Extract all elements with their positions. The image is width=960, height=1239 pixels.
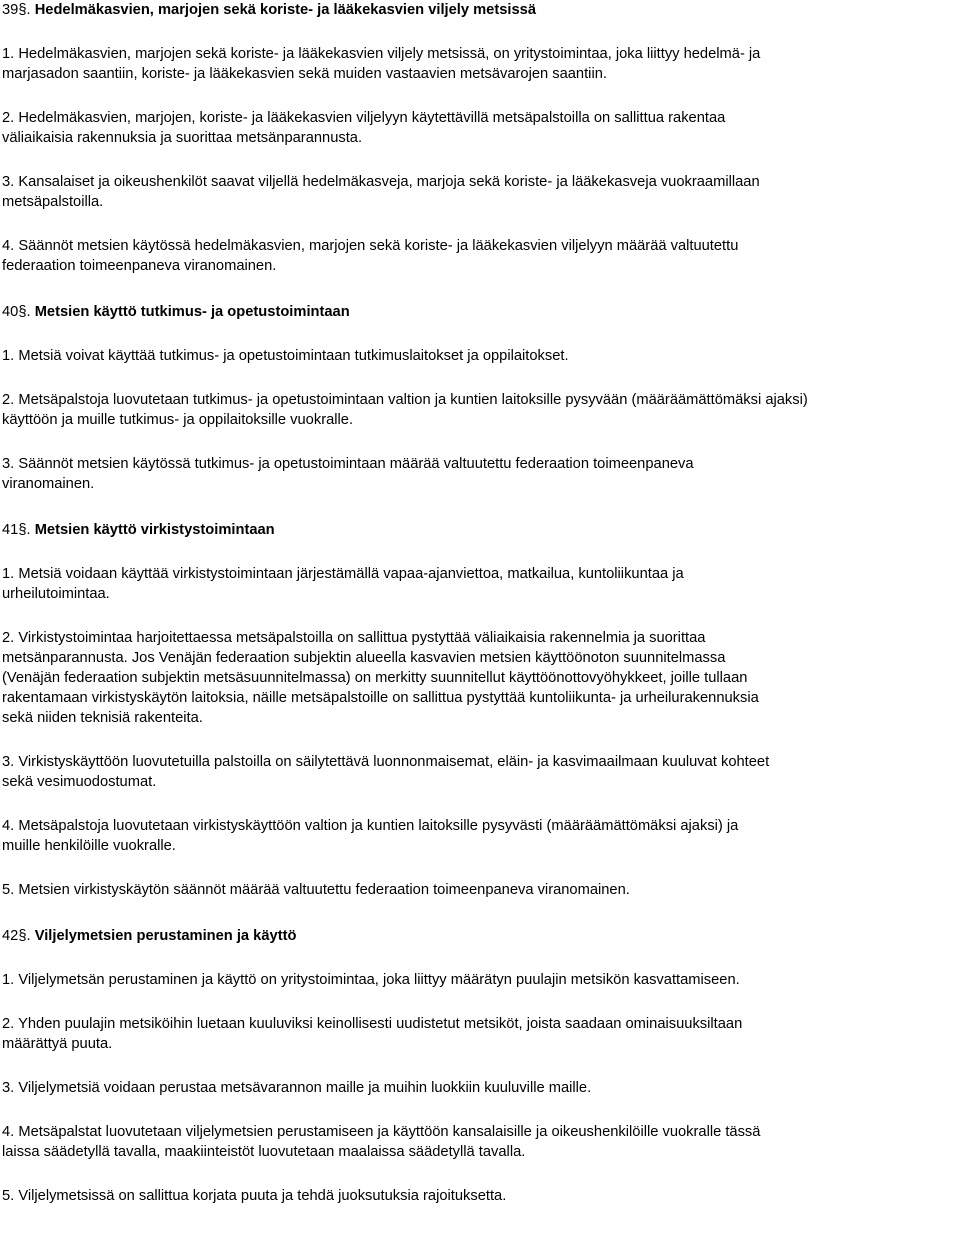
paragraph-line: 1. Viljelymetsän perustaminen ja käyttö on yritystoimintaa, joka liittyy määrätyn puulajin metsikön kasvattamiseen. bbox=[2, 972, 740, 988]
spacer bbox=[2, 148, 956, 172]
section-39 bbox=[2, 0, 956, 302]
section-title: Metsien käyttö virkistystoimintaan bbox=[34, 522, 275, 538]
paragraph-line: käyttöön ja muille tutkimus- ja oppilaitoksille vuokralle. bbox=[2, 412, 354, 428]
section-symbol: §. bbox=[18, 304, 31, 320]
spacer bbox=[2, 946, 956, 970]
section-symbol: §. bbox=[18, 2, 31, 18]
spacer bbox=[2, 430, 956, 454]
paragraph-3 bbox=[2, 752, 956, 792]
paragraph-1 bbox=[2, 970, 956, 990]
paragraph-5 bbox=[2, 880, 956, 900]
paragraph-line: 1. Metsiä voidaan käyttää virkistystoimintaan järjestämällä vapaa-ajanviettoa, matkailua, kuntoliikuntaa ja bbox=[2, 566, 684, 582]
paragraph-5 bbox=[2, 1186, 956, 1206]
section-symbol: §. bbox=[18, 522, 31, 538]
spacer bbox=[2, 1162, 956, 1186]
paragraph-line: määrättyä puuta. bbox=[2, 1036, 113, 1052]
paragraph-line: metsäpalstoilla. bbox=[2, 194, 104, 210]
section-number: 42 bbox=[2, 928, 19, 944]
paragraph-1 bbox=[2, 564, 956, 604]
paragraph-line: 4. Säännöt metsien käytössä hedelmäkasvien, marjojen sekä koriste- ja lääkekasvien viljelyyn määrää valtuutettu bbox=[2, 238, 739, 254]
paragraph-line: 2. Metsäpalstoja luovutetaan tutkimus- ja opetustoimintaan valtion ja kuntien laitoksille pysyvään (määräämättömäksi ajaksi) bbox=[2, 392, 808, 408]
paragraph-1 bbox=[2, 346, 956, 366]
spacer bbox=[2, 856, 956, 880]
spacer bbox=[2, 1098, 956, 1122]
paragraph-line: 5. Metsien virkistyskäytön säännöt määrää valtuutettu federaation toimeenpaneva viranomainen. bbox=[2, 882, 630, 898]
paragraph-4 bbox=[2, 1122, 956, 1162]
spacer bbox=[2, 84, 956, 108]
section-41 bbox=[2, 520, 956, 926]
paragraph-line: 4. Metsäpalstoja luovutetaan virkistyskäyttöön valtion ja kuntien laitoksille pysyvästi (määräämättömäksi ajaksi) ja bbox=[2, 818, 739, 834]
paragraph-line: 3. Säännöt metsien käytössä tutkimus- ja opetustoimintaan määrää valtuutettu federaation toimeenpaneva bbox=[2, 456, 694, 472]
section-title: Metsien käyttö tutkimus- ja opetustoimintaan bbox=[34, 304, 350, 320]
spacer bbox=[2, 540, 956, 564]
paragraph-2 bbox=[2, 1014, 956, 1054]
paragraph-line: väliaikaisia rakennuksia ja suorittaa metsänparannusta. bbox=[2, 130, 363, 146]
section-title: Viljelymetsien perustaminen ja käyttö bbox=[34, 928, 297, 944]
spacer bbox=[2, 990, 956, 1014]
paragraph-2 bbox=[2, 628, 956, 728]
paragraph-line: urheilutoimintaa. bbox=[2, 586, 110, 602]
paragraph-line: (Venäjän federaation subjektin metsäsuunnitelmassa) on merkitty suunnitellut käyttöönottovyöhykkeet, joille tullaan bbox=[2, 670, 748, 686]
paragraph-line: sekä niiden teknisiä rakenteita. bbox=[2, 710, 203, 726]
spacer bbox=[2, 900, 956, 926]
section-number: 39 bbox=[2, 2, 19, 18]
paragraph-3 bbox=[2, 454, 956, 494]
section-number: 41 bbox=[2, 522, 19, 538]
spacer bbox=[2, 366, 956, 390]
paragraph-line: 4. Metsäpalstat luovutetaan viljelymetsien perustamiseen ja käyttöön kansalaisille ja oikeushenkilöille vuokralle tässä bbox=[2, 1124, 761, 1140]
spacer bbox=[2, 212, 956, 236]
paragraph-line: federaation toimeenpaneva viranomainen. bbox=[2, 258, 277, 274]
paragraph-line: 1. Hedelmäkasvien, marjojen sekä koriste- ja lääkekasvien viljely metsissä, on yritystoimintaa, joka liittyy hedelmä- ja bbox=[2, 46, 761, 62]
section-42 bbox=[2, 926, 956, 1206]
spacer bbox=[2, 1054, 956, 1078]
spacer bbox=[2, 276, 956, 302]
paragraph-line: 3. Kansalaiset ja oikeushenkilöt saavat viljellä hedelmäkasveja, marjoja sekä koriste- ja lääkekasveja vuokraamillaan bbox=[2, 174, 760, 190]
paragraph-3 bbox=[2, 172, 956, 212]
paragraph-line: sekä vesimuodostumat. bbox=[2, 774, 157, 790]
spacer bbox=[2, 728, 956, 752]
paragraph-line: laissa säädetyllä tavalla, maakiinteistöt luovutetaan maalaissa säädetyllä tavalla. bbox=[2, 1144, 526, 1160]
section-heading bbox=[2, 0, 956, 20]
paragraph-line: marjasadon saantiin, koriste- ja lääkekasvien sekä muiden vastaavien metsävarojen saantiin. bbox=[2, 66, 607, 82]
paragraph-1 bbox=[2, 44, 956, 84]
paragraph-line: 3. Viljelymetsiä voidaan perustaa metsävarannon maille ja muihin luokkiin kuuluville maille. bbox=[2, 1080, 592, 1096]
paragraph-line: 2. Virkistystoimintaa harjoitettaessa metsäpalstoilla on sallittua pystyttää väliaikaisia rakennelmia ja suorittaa bbox=[2, 630, 706, 646]
paragraph-line: viranomainen. bbox=[2, 476, 95, 492]
paragraph-line: metsänparannusta. Jos Venäjän federaation subjektin alueella kasvavien metsien käyttöönoton suunnitelmassa bbox=[2, 650, 726, 666]
paragraph-line: 2. Hedelmäkasvien, marjojen, koriste- ja lääkekasvien viljelyyn käytettävillä metsäpalstoilla on sallittua rakentaa bbox=[2, 110, 726, 126]
section-heading bbox=[2, 302, 956, 322]
section-heading bbox=[2, 520, 956, 540]
paragraph-line: 3. Virkistyskäyttöön luovutetuilla palstoilla on säilytettävä luonnonmaisemat, eläin- ja kasvimaailmaan kuuluvat kohteet bbox=[2, 754, 770, 770]
spacer bbox=[2, 322, 956, 346]
paragraph-2 bbox=[2, 390, 956, 430]
spacer bbox=[2, 494, 956, 520]
paragraph-line: 1. Metsiä voivat käyttää tutkimus- ja opetustoimintaan tutkimuslaitokset ja oppilaitokset. bbox=[2, 348, 569, 364]
section-symbol: §. bbox=[18, 928, 31, 944]
paragraph-3 bbox=[2, 1078, 956, 1098]
paragraph-line: muille henkilöille vuokralle. bbox=[2, 838, 176, 854]
section-40 bbox=[2, 302, 956, 520]
paragraph-4 bbox=[2, 236, 956, 276]
spacer bbox=[2, 792, 956, 816]
paragraph-4 bbox=[2, 816, 956, 856]
section-number: 40 bbox=[2, 304, 19, 320]
section-title: Hedelmäkasvien, marjojen sekä koriste- ja lääkekasvien viljely metsissä bbox=[34, 2, 536, 18]
paragraph-line: 5. Viljelymetsissä on sallittua korjata puuta ja tehdä juoksutuksia rajoituksetta. bbox=[2, 1188, 507, 1204]
paragraph-2 bbox=[2, 108, 956, 148]
spacer bbox=[2, 604, 956, 628]
paragraph-line: 2. Yhden puulajin metsiköihin luetaan kuuluviksi keinollisesti uudistetut metsiköt, joista saadaan ominaisuuksiltaan bbox=[2, 1016, 743, 1032]
section-heading bbox=[2, 926, 956, 946]
spacer bbox=[2, 20, 956, 44]
paragraph-line: rakentamaan virkistyskäytön laitoksia, näille metsäpalstoille on sallittua pystyttää kuntoliikunta- ja urheilurakennuksia bbox=[2, 690, 759, 706]
